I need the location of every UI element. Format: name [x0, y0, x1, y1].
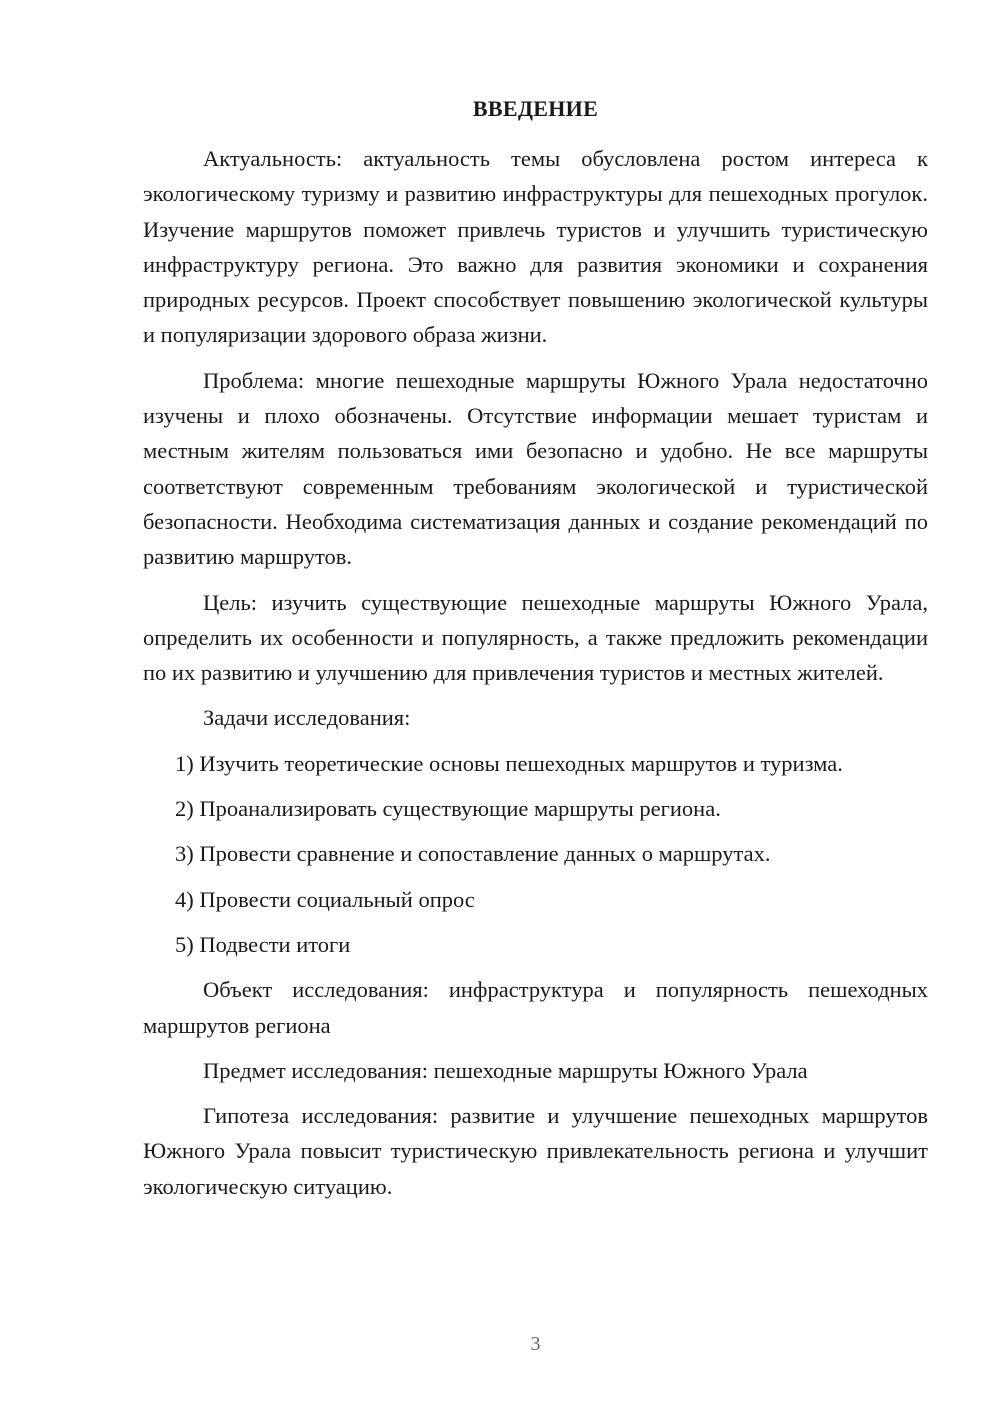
list-item: 3) Провести сравнение и сопоставление данных о маршрутах. — [175, 841, 771, 867]
list-item: 5) Подвести итоги — [175, 931, 351, 957]
page-title: ВВЕДЕНИЕ — [472, 96, 599, 121]
relevance-paragraph: Актуальность: актуальность темы обусловлена ростом интереса к экологическому туризму и развитию инфраструктуры для пешеходных прогулок. Изучение маршрутов поможет привлечь туристов и улучшить туристическую инфраструктуру региона. Это важно для развития экономики и сохранения природных ресурсов. Проект способствует повышению экологической культуры и популяризации здорового образа жизни. — [143, 146, 928, 348]
page-number: 3 — [530, 1333, 541, 1355]
list-item: 4) Провести социальный опрос — [175, 886, 475, 912]
hypothesis-paragraph: Гипотеза исследования: развитие и улучшение пешеходных маршрутов Южного Урала повысит туристическую привлекательность региона и улучшит экологическую ситуацию. — [143, 1103, 928, 1199]
tasks-heading: Задачи исследования: — [203, 705, 411, 731]
document-body — [143, 141, 928, 1214]
list-item: 2) Проанализировать существующие маршруты региона. — [175, 796, 721, 822]
problem-paragraph: Проблема: многие пешеходные маршруты Южного Урала недостаточно изучены и плохо обозначены. Отсутствие информации мешает туристам и местным жителям пользоваться ими безопасно и удобно. Не все маршруты соответствуют современным требованиям экологической и туристической безопасности. Необходима систематизация данных и создание рекомендаций по развитию маршрутов. — [143, 367, 928, 570]
object-paragraph: Объект исследования: инфраструктура и популярность пешеходных маршрутов региона — [143, 977, 928, 1038]
tasks-list — [143, 746, 928, 962]
goal-paragraph: Цель: изучить существующие пешеходные маршруты Южного Урала, определить их особенности и популярность, а также предложить рекомендации по их развитию и улучшению для привлечения туристов и местных жителей. — [143, 589, 928, 686]
document-page — [143, 0, 928, 1414]
list-item: 1) Изучить теоретические основы пешеходных маршрутов и туризма. — [175, 750, 843, 776]
subject-paragraph: Предмет исследования: пешеходные маршруты Южного Урала — [203, 1057, 808, 1083]
